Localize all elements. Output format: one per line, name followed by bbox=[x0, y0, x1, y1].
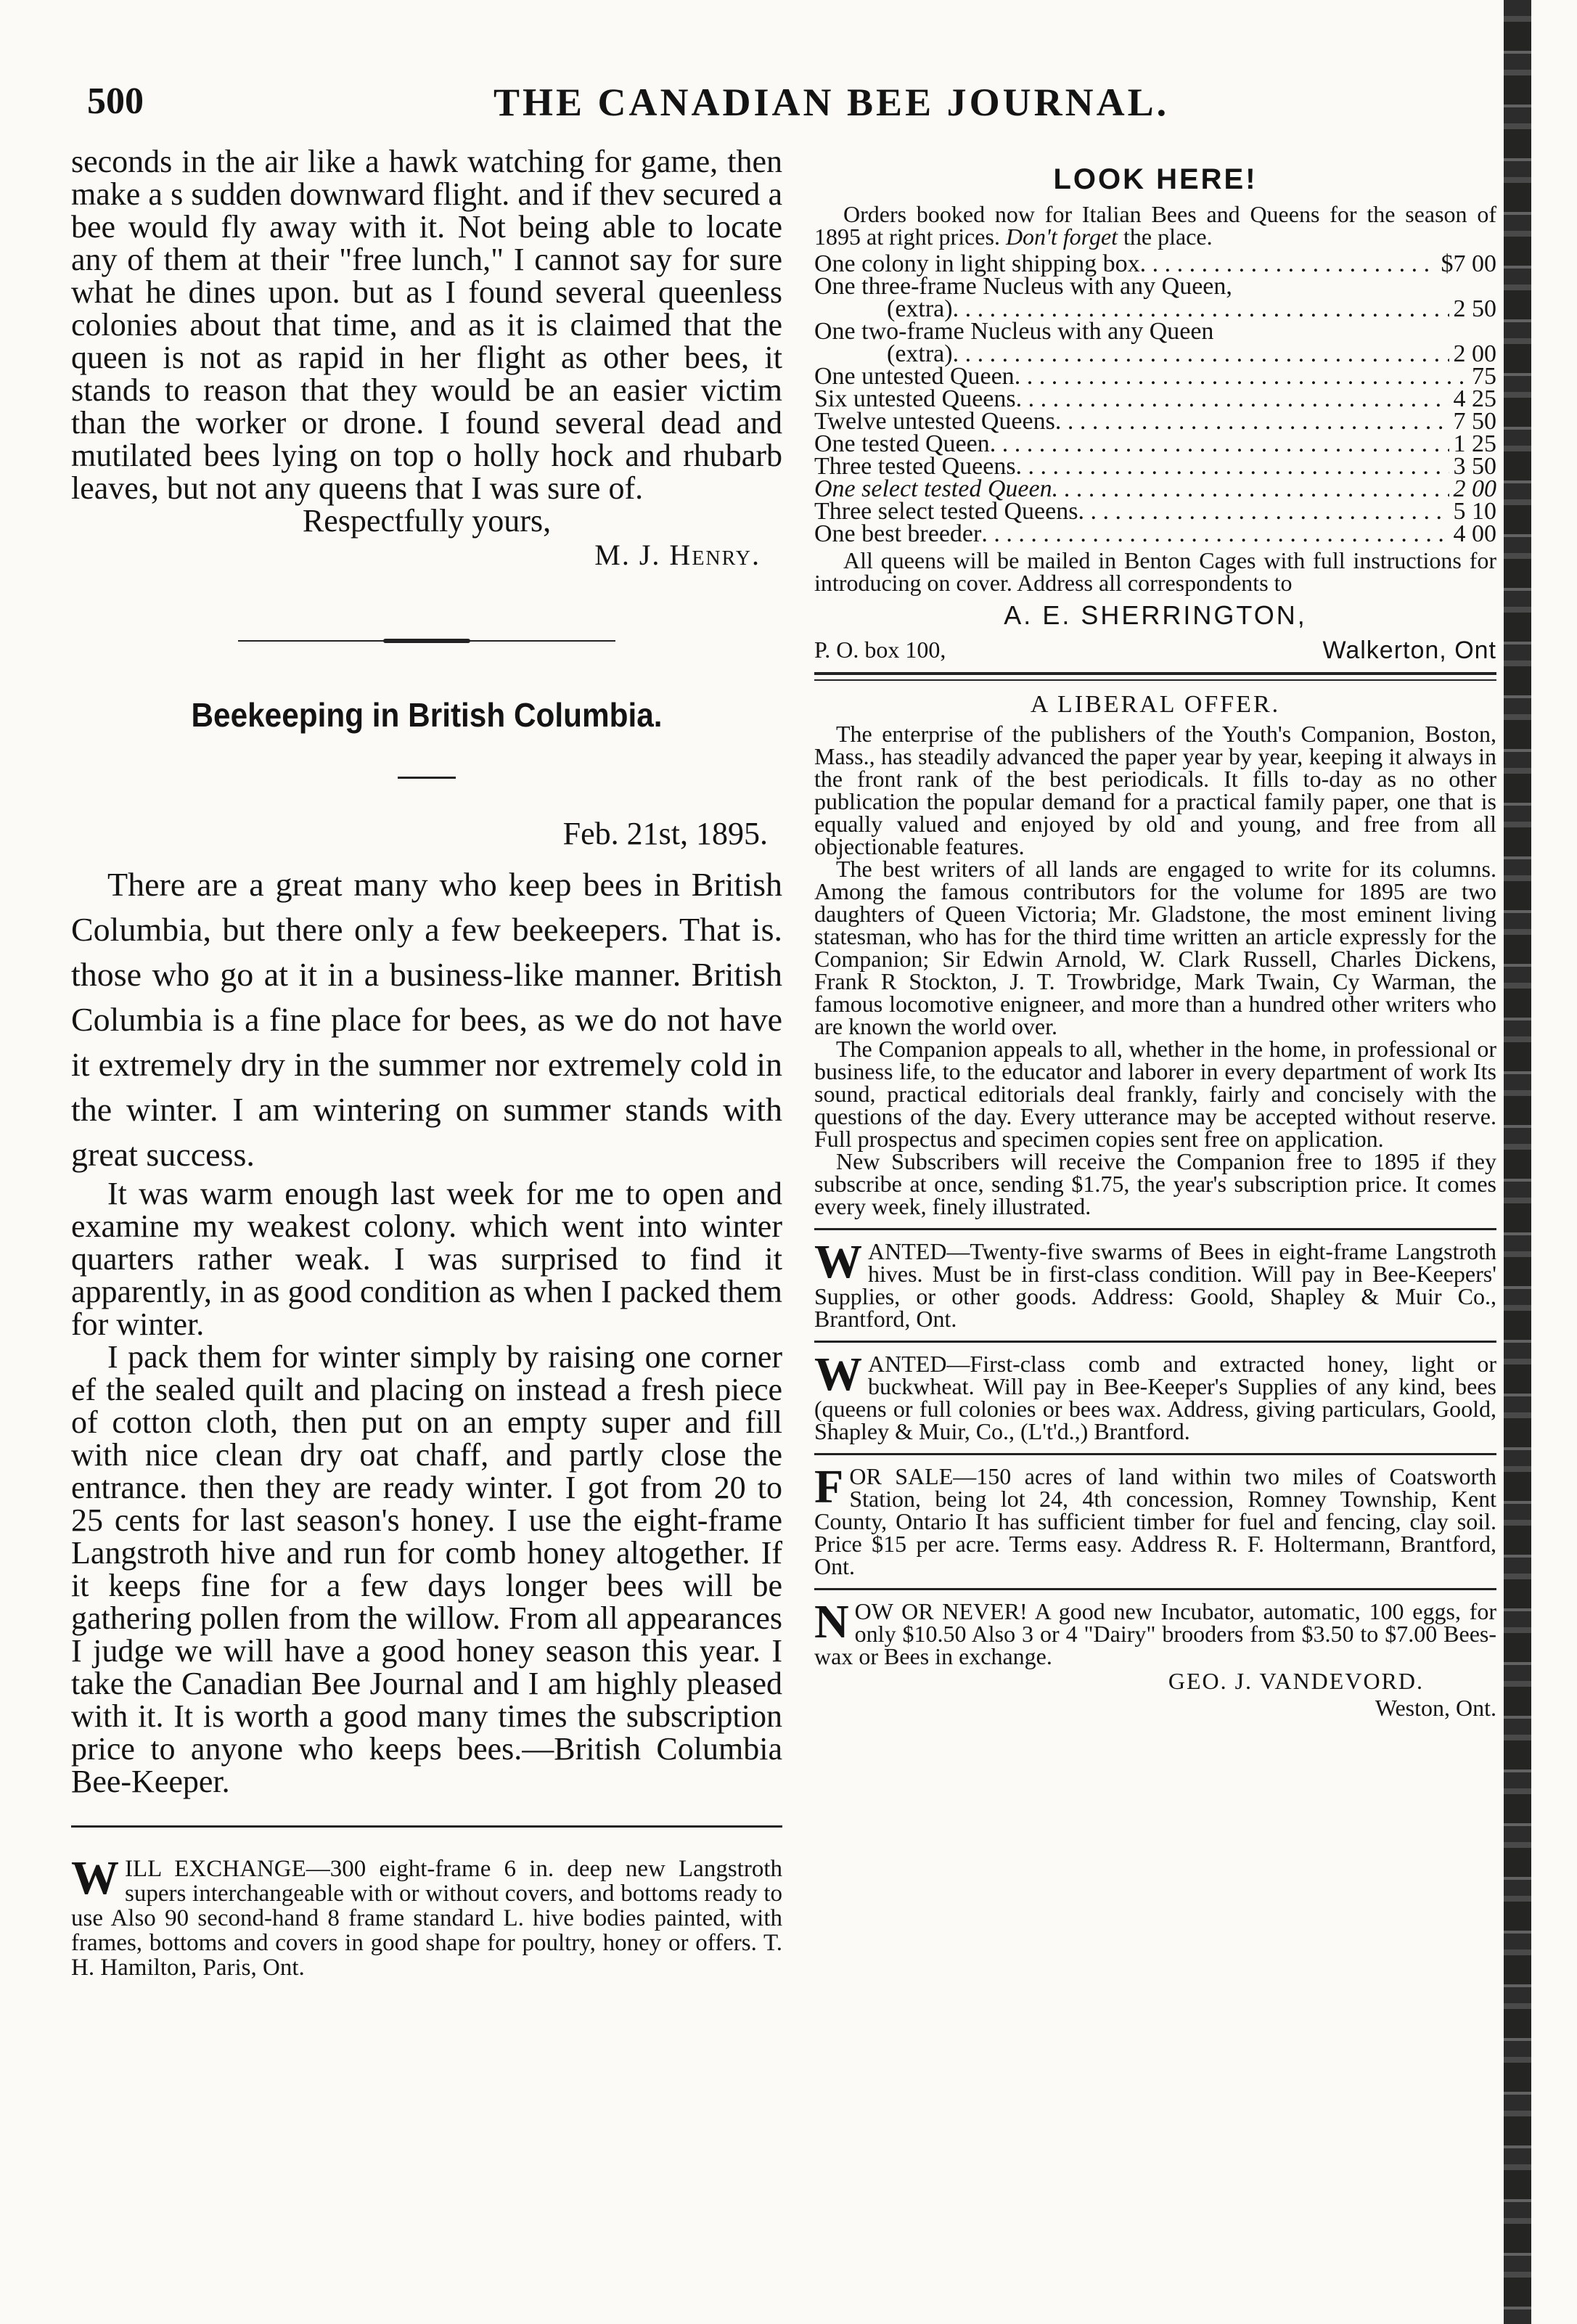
advertiser-city: Walkerton, Ont bbox=[1322, 637, 1496, 664]
article-dateline: Feb. 21st, 1895. bbox=[562, 816, 768, 851]
scanned-edge-bar bbox=[1504, 0, 1531, 2324]
offer-paragraph: The best writers of all lands are engaged to write for its columns. Among the famous contributors for the volume for 1895 are two daughters of Queen Victoria; Mr. Gladstone, the most eminent living statesman, who has for the third time written an article expressly for the Companion; Sir Edwin Arnold, W. Clark Russell, Charles Dickens, Frank R Stockton, J. T. Trowbridge, Mark Twain, Cy Warman, the famous locomotive enigneer, and more than a hundred other writers who are known the world over. bbox=[814, 856, 1496, 1039]
po-box: P. O. box 100, bbox=[814, 637, 946, 663]
offer-paragraph: New Subscribers will receive the Companion free to 1895 if they subscribe at once, sending $1.75, the year's subscription price. It comes every week, finely illustrated. bbox=[814, 1148, 1496, 1219]
wanted-swarms-ad bbox=[814, 1235, 1496, 1332]
letter-closing: Respectfully yours, bbox=[302, 503, 552, 539]
section-divider bbox=[814, 672, 1496, 681]
ad-initial: W bbox=[814, 1348, 862, 1401]
price-row bbox=[814, 275, 1496, 298]
price-item: One select tested Queen bbox=[814, 475, 1052, 502]
offer-paragraph: The enterprise of the publishers of the Youth's Companion, Boston, Mass., has steadily advanced the paper year by year, keeping it always in the front rank of the best periodicals. It fills to-day as no other publication the popular demand for a practical family paper, one that is equally valued and enjoyed by old and young, and free from all objectionable features. bbox=[814, 721, 1496, 859]
price-row bbox=[814, 340, 1496, 367]
ad-signature-name: GEO. J. VANDEVORD. bbox=[1168, 1668, 1424, 1694]
look-here-intro bbox=[814, 203, 1496, 248]
price-value: 3 50 bbox=[1453, 453, 1496, 480]
intro-text: Orders booked now for Italian Bees and Queens for the season of 1895 at right prices. bbox=[814, 201, 1496, 250]
price-row bbox=[814, 250, 1496, 277]
price-item: Six untested Queens bbox=[814, 385, 1016, 412]
price-row bbox=[814, 365, 1496, 388]
price-item: One two-frame Nucleus with any Queen bbox=[814, 318, 1214, 345]
continued-article-text: seconds in the air like a hawk watching for game, then make a s sudden downward flight. and if thev secured a bee would fly away with it. Not being able to locate any of them at their "free lunch," I cannot say for sure what he dines upon. but as I found several queenless colonies about that time, and as it is claimed that the queen is not as rapid in her flight as other bees, it stands to reason that they would be an easier victim than the worker or drone. I found several dead and mutilated bees lying on top o holly hock and rhubarb leaves, but not any queens that I was sure of. bbox=[71, 144, 782, 506]
ad-initial: W bbox=[814, 1235, 862, 1288]
price-item: One untested Queen bbox=[814, 363, 1015, 390]
ad-initial: W bbox=[71, 1852, 119, 1904]
right-column bbox=[814, 163, 1496, 1722]
ad-initial: F bbox=[814, 1460, 844, 1513]
price-value: $7 00 bbox=[1441, 250, 1496, 277]
price-value: 5 10 bbox=[1453, 498, 1496, 525]
offer-paragraph: The Companion appeals to all, whether in the home, in professional or business life, to the educator and laborer in every department of work Its sound, practical editorials deal frankly, fairly and concisely with the questions of the day. Every utterance may be accepted without reserve. Full prospectus and specimen copies sent free on application. bbox=[814, 1036, 1496, 1152]
wanted-honey-ad bbox=[814, 1348, 1496, 1444]
article-paragraph: There are a great many who keep bees in British Columbia, but there only a few beekeepers. That is. those who go at it in a business-like manner. British Columbia is a fine place for bees, as we do not have it extremely dry in the summer nor extremely cold in the winter. I am wintering on summer stands with great success. bbox=[71, 866, 782, 1173]
journal-title: THE CANADIAN BEE JOURNAL. bbox=[493, 81, 1170, 124]
price-value: 1 25 bbox=[1453, 430, 1496, 457]
section-divider bbox=[814, 1588, 1496, 1590]
section-divider bbox=[814, 1341, 1496, 1343]
price-row bbox=[814, 320, 1496, 343]
price-item: Twelve untested Queens bbox=[814, 408, 1055, 435]
price-row bbox=[814, 520, 1496, 547]
price-list bbox=[814, 250, 1496, 547]
price-row bbox=[814, 385, 1496, 412]
price-row bbox=[814, 295, 1496, 322]
price-row bbox=[814, 430, 1496, 457]
ad-text: ILL EXCHANGE—300 eight-frame 6 in. deep new Langstroth supers interchangeable with or without covers, and bottoms ready to use Also 90 second-hand 8 frame standard L. hive bodies painted, with frames, bottoms and covers in good shape for poultry, honey or offers. T. H. Hamilton, Paris, Ont. bbox=[71, 1856, 782, 1981]
price-item: One three-frame Nucleus with any Queen, bbox=[814, 273, 1232, 300]
price-value: 2 00 bbox=[1453, 475, 1496, 502]
ad-text: OR SALE—150 acres of land within two miles of Coatsworth Station, being lot 24, 4th concession, Romney Township, Kent County, Ontario It has sufficient timber for fuel and fencing, clay soil. Price $15 per acre. Terms easy. Address R. F. Holtermann, Brantford, Ont. bbox=[814, 1463, 1496, 1579]
advertiser-name: A. E. SHERRINGTON, bbox=[1004, 600, 1307, 630]
price-row bbox=[814, 455, 1496, 478]
article-heading: Beekeeping in British Columbia. bbox=[191, 696, 663, 734]
advertiser-address bbox=[814, 637, 1496, 665]
price-value: 4 25 bbox=[1453, 385, 1496, 412]
ad-text: ANTED—First-class comb and extracted honey, light or buckwheat. Will pay in Bee-Keeper's Supplies of any kind, bees (queens or full colonies or bees wax. Address, giving particulars, Goold, Shapley & Muir, Co., (L't'd.,) Brantford. bbox=[814, 1351, 1496, 1444]
article-body bbox=[71, 862, 782, 1798]
ornamental-divider bbox=[238, 637, 615, 645]
letter-signature: M. J. Henry. bbox=[594, 539, 761, 571]
ad-initial: N bbox=[814, 1595, 849, 1648]
page-header bbox=[87, 73, 1466, 131]
price-value: 7 50 bbox=[1453, 408, 1496, 435]
price-row bbox=[814, 500, 1496, 523]
price-item: Three tested Queens bbox=[814, 453, 1016, 480]
look-here-heading: LOOK HERE! bbox=[1053, 163, 1258, 195]
price-value bbox=[1213, 318, 1218, 345]
section-divider bbox=[814, 1228, 1496, 1230]
mailing-note: All queens will be mailed in Benton Cages with full instructions for introducing on cover. Address all correspondents to bbox=[814, 547, 1496, 596]
price-item: Three select tested Queens bbox=[814, 498, 1078, 525]
now-or-never-ad bbox=[814, 1595, 1496, 1669]
ad-text: ANTED—Twenty-five swarms of Bees in eight-frame Langstroth hives. Must be in first-class condition. Will pay in Bee-Keepers' Supplies, or other goods. Address: Goold, Shapley & Muir Co., Brantford, Ont. bbox=[814, 1238, 1496, 1332]
price-row bbox=[814, 475, 1496, 502]
price-value: 2 50 bbox=[1453, 295, 1496, 322]
price-item: One best breeder bbox=[814, 520, 982, 547]
price-item: One tested Queen bbox=[814, 430, 990, 457]
price-row bbox=[814, 410, 1496, 433]
section-divider bbox=[814, 1453, 1496, 1455]
heading-dash bbox=[398, 777, 456, 779]
intro-end: the place. bbox=[1123, 224, 1213, 250]
ad-signature-location: Weston, Ont. bbox=[1375, 1695, 1496, 1721]
price-item: (extra) bbox=[887, 295, 953, 322]
article-paragraph: I pack them for winter simply by raising one corner ef the sealed quilt and placing on instead a fresh piece of cotton cloth, then put on an empty super and fill with nice clean dry oat chaff, and partly close the entrance. then they are ready winter. I got from 20 to 25 cents for last season's honey. I use the eight-frame Langstroth hive and run for comb honey altogether. If it keeps fine for a few days longer bees will be gathering pollen from the willow. From all appearances I judge we will have a good honey season this year. I take the Canadian Bee Journal and I am highly pleased with it. It is worth a good many times the subscription price to anyone who keeps bees.—British Columbia Bee-Keeper. bbox=[71, 1339, 782, 1799]
article-paragraph: It was warm enough last week for me to open and examine my weakest colony. which went into winter quarters rather weak. I was surprised to find it apparently, in as good condition as when I packed them for winter. bbox=[71, 1176, 782, 1342]
price-value: 2 00 bbox=[1453, 340, 1496, 367]
price-value: 4 00 bbox=[1453, 520, 1496, 547]
liberal-offer-body bbox=[814, 723, 1496, 1218]
intro-italic: Don't forget bbox=[1005, 224, 1118, 250]
ad-text: OW OR NEVER! A good new Incubator, automatic, 100 eggs, for only $10.50 Also 3 or 4 "Dairy" brooders from $3.50 to $7.00 Bees-wax or Bees in exchange. bbox=[814, 1598, 1496, 1669]
column-divider bbox=[71, 1825, 782, 1828]
will-exchange-ad bbox=[71, 1852, 782, 1981]
price-item: (extra) bbox=[887, 340, 953, 367]
price-item: One colony in light shipping box bbox=[814, 250, 1140, 277]
left-column bbox=[71, 145, 782, 1980]
price-value bbox=[1232, 273, 1237, 300]
price-value: 75 bbox=[1472, 363, 1496, 390]
page-number: 500 bbox=[87, 81, 144, 122]
for-sale-ad bbox=[814, 1460, 1496, 1579]
liberal-offer-heading: A LIBERAL OFFER. bbox=[1030, 691, 1281, 718]
